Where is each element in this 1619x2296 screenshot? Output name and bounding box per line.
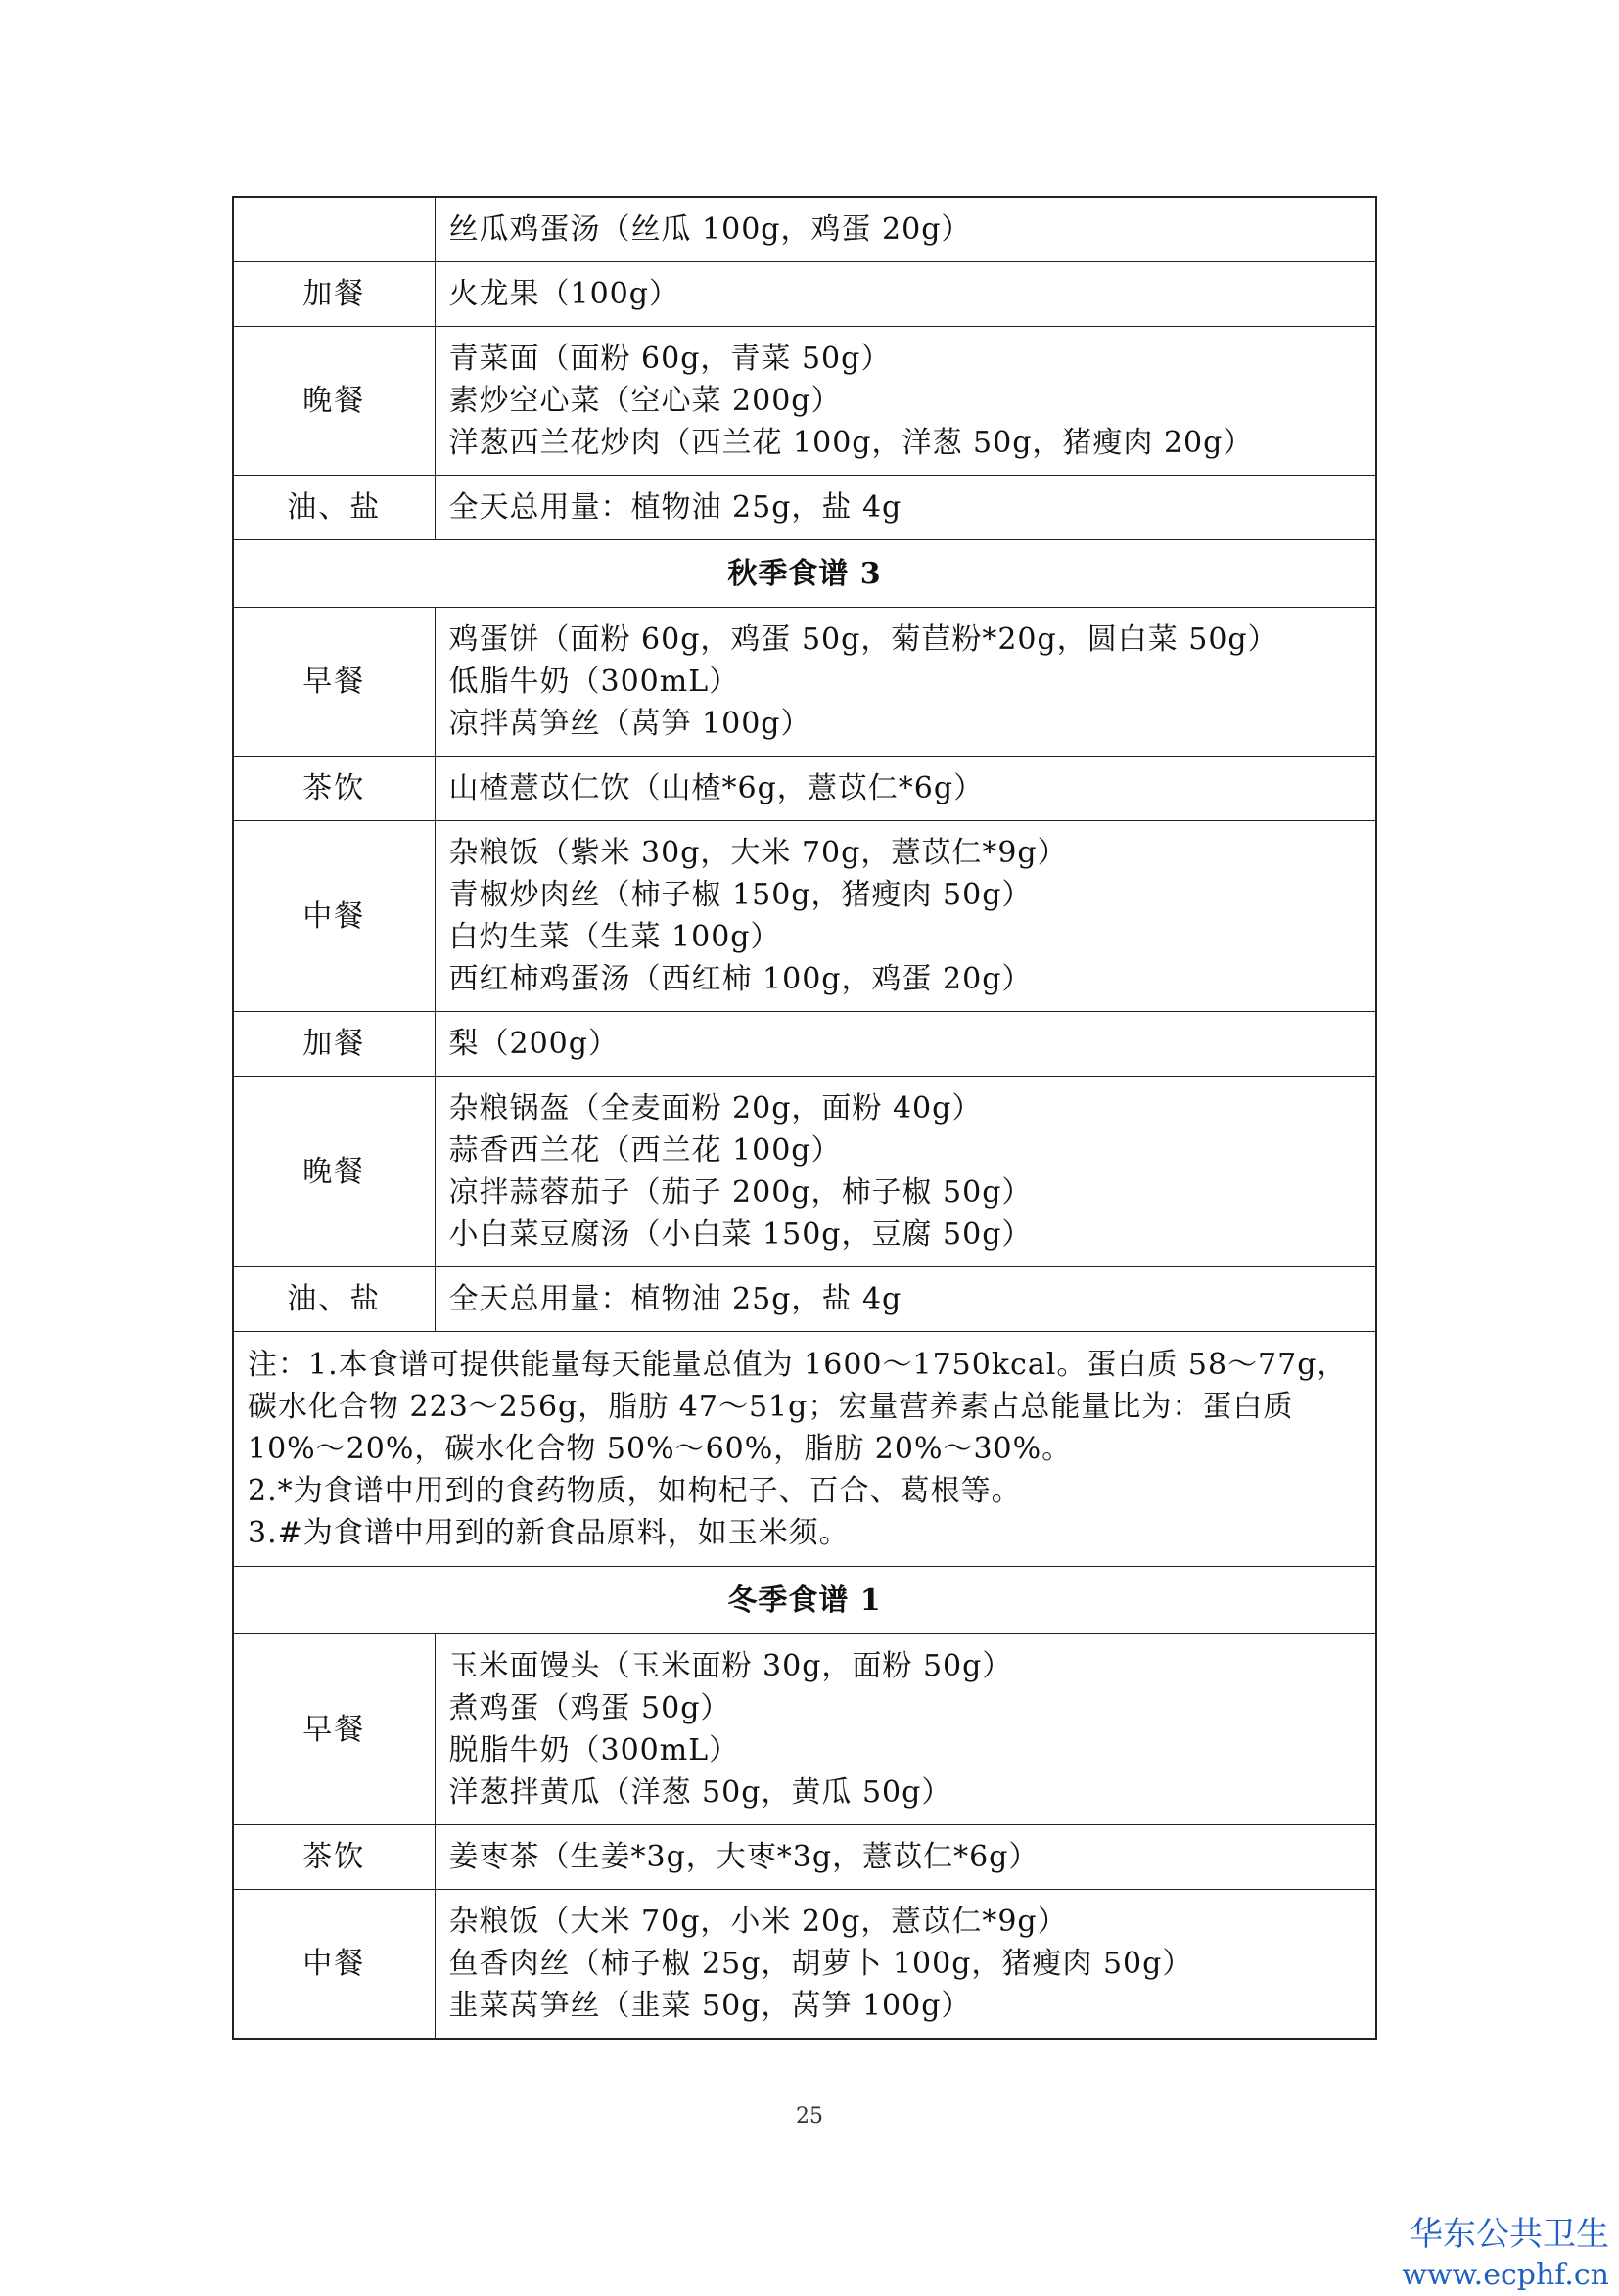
meal-row (233, 1825, 1376, 1890)
meal-items (435, 608, 1376, 757)
dish-item: 姜枣茶（生姜*3g，大枣*3g，薏苡仁*6g） (448, 1840, 1040, 1874)
dish-item: 洋葱西兰花炒肉（西兰花 100g，洋葱 50g，猪瘦肉 20g） (448, 426, 1254, 460)
meal-row (233, 821, 1376, 1012)
meal-items (435, 821, 1376, 1012)
meal-label: 油、盐 (233, 1267, 435, 1332)
meal-row (233, 608, 1376, 757)
meal-row (233, 476, 1376, 540)
meal-items (435, 476, 1376, 540)
dish-item: 煮鸡蛋（鸡蛋 50g） (448, 1691, 731, 1725)
dish-item: 脱脂牛奶（300mL） (448, 1733, 740, 1768)
meal-label: 茶饮 (233, 757, 435, 821)
dish-item: 杂粮饭（紫米 30g，大米 70g，薏苡仁*9g） (448, 836, 1068, 870)
watermark-url: www.ecphf.cn (1402, 2258, 1609, 2292)
section-title: 冬季食谱 1 (233, 1567, 1376, 1634)
dish-item: 全天总用量：植物油 25g，盐 4g (448, 1282, 902, 1316)
dish-item: 青椒炒肉丝（柿子椒 150g，猪瘦肉 50g） (448, 878, 1033, 912)
meal-items (435, 757, 1376, 821)
meal-row (233, 757, 1376, 821)
dish-item: 白灼生菜（生菜 100g） (448, 920, 781, 954)
meal-label: 中餐 (233, 1890, 435, 2040)
meal-row (233, 1890, 1376, 2040)
meal-label: 中餐 (233, 821, 435, 1012)
watermark (1402, 2214, 1609, 2296)
meal-label: 加餐 (233, 1012, 435, 1077)
meal-label: 油、盐 (233, 476, 435, 540)
meal-row (233, 327, 1376, 476)
dish-item: 山楂薏苡仁饮（山楂*6g，薏苡仁*6g） (448, 771, 985, 805)
meal-label (233, 197, 435, 262)
meal-row (233, 197, 1376, 262)
section-row (233, 1567, 1376, 1634)
meal-items (435, 262, 1376, 327)
recipe-table (232, 196, 1377, 2040)
meal-label: 早餐 (233, 608, 435, 757)
dish-item: 鸡蛋饼（面粉 60g，鸡蛋 50g，菊苣粉*20g，圆白菜 50g） (448, 622, 1278, 657)
meal-items (435, 1825, 1376, 1890)
section-title: 秋季食谱 3 (233, 540, 1376, 608)
recipe-table-body (233, 197, 1376, 2039)
dish-item: 全天总用量：植物油 25g，盐 4g (448, 490, 902, 525)
meal-items (435, 327, 1376, 476)
note-row (233, 1332, 1376, 1567)
note-cell (233, 1332, 1376, 1567)
dish-item: 西红柿鸡蛋汤（西红柿 100g，鸡蛋 20g） (448, 962, 1033, 996)
dish-item: 蒜香西兰花（西兰花 100g） (448, 1133, 842, 1168)
meal-row (233, 1077, 1376, 1267)
dish-item: 低脂牛奶（300mL） (448, 665, 740, 699)
meal-items (435, 1890, 1376, 2040)
dish-item: 火龙果（100g） (448, 277, 679, 311)
meal-label: 加餐 (233, 262, 435, 327)
page-number: 25 (796, 2104, 823, 2129)
dish-item: 素炒空心菜（空心菜 200g） (448, 384, 842, 418)
meal-items (435, 1077, 1376, 1267)
section-row (233, 540, 1376, 608)
meal-items (435, 1267, 1376, 1332)
meal-label: 晚餐 (233, 327, 435, 476)
meal-row (233, 1634, 1376, 1825)
dish-item: 凉拌莴笋丝（莴笋 100g） (448, 707, 811, 741)
meal-row (233, 1012, 1376, 1077)
meal-row (233, 262, 1376, 327)
meal-label: 晚餐 (233, 1077, 435, 1267)
note-line: 2.*为食谱中用到的食药物质，如枸杞子、百合、葛根等。 (248, 1474, 1022, 1508)
note-line: 注：1.本食谱可提供能量每天能量总值为 1600～1750kcal。蛋白质 58～77g，碳水化合物 223～256g，脂肪 47～51g；宏量营养素占总能量比为：蛋白质 10%～20%，碳水化合物 50%～60%，脂肪 20%～30%。 (248, 1348, 1348, 1466)
dish-item: 小白菜豆腐汤（小白菜 150g，豆腐 50g） (448, 1217, 1033, 1252)
dish-item: 杂粮饭（大米 70g，小米 20g，薏苡仁*9g） (448, 1905, 1068, 1939)
meal-items (435, 197, 1376, 262)
dish-item: 韭菜莴笋丝（韭菜 50g，莴笋 100g） (448, 1989, 972, 2023)
dish-item: 杂粮锅盔（全麦面粉 20g，面粉 40g） (448, 1091, 983, 1125)
dish-item: 青菜面（面粉 60g，青菜 50g） (448, 342, 892, 376)
dish-item: 凉拌蒜蓉茄子（茄子 200g，柿子椒 50g） (448, 1175, 1033, 1210)
dish-item: 玉米面馒头（玉米面粉 30g，面粉 50g） (448, 1649, 1013, 1683)
dish-item: 梨（200g） (448, 1027, 619, 1061)
meal-label: 早餐 (233, 1634, 435, 1825)
dish-item: 鱼香肉丝（柿子椒 25g，胡萝卜 100g，猪瘦肉 50g） (448, 1947, 1193, 1981)
note-line: 3.#为食谱中用到的新食品原料，如玉米须。 (248, 1516, 850, 1550)
meal-row (233, 1267, 1376, 1332)
watermark-name: 华东公共卫生 (1410, 2215, 1609, 2254)
dish-item: 丝瓜鸡蛋汤（丝瓜 100g，鸡蛋 20g） (448, 212, 972, 247)
dish-item: 洋葱拌黄瓜（洋葱 50g，黄瓜 50g） (448, 1775, 952, 1810)
meal-label: 茶饮 (233, 1825, 435, 1890)
meal-items (435, 1012, 1376, 1077)
meal-items (435, 1634, 1376, 1825)
